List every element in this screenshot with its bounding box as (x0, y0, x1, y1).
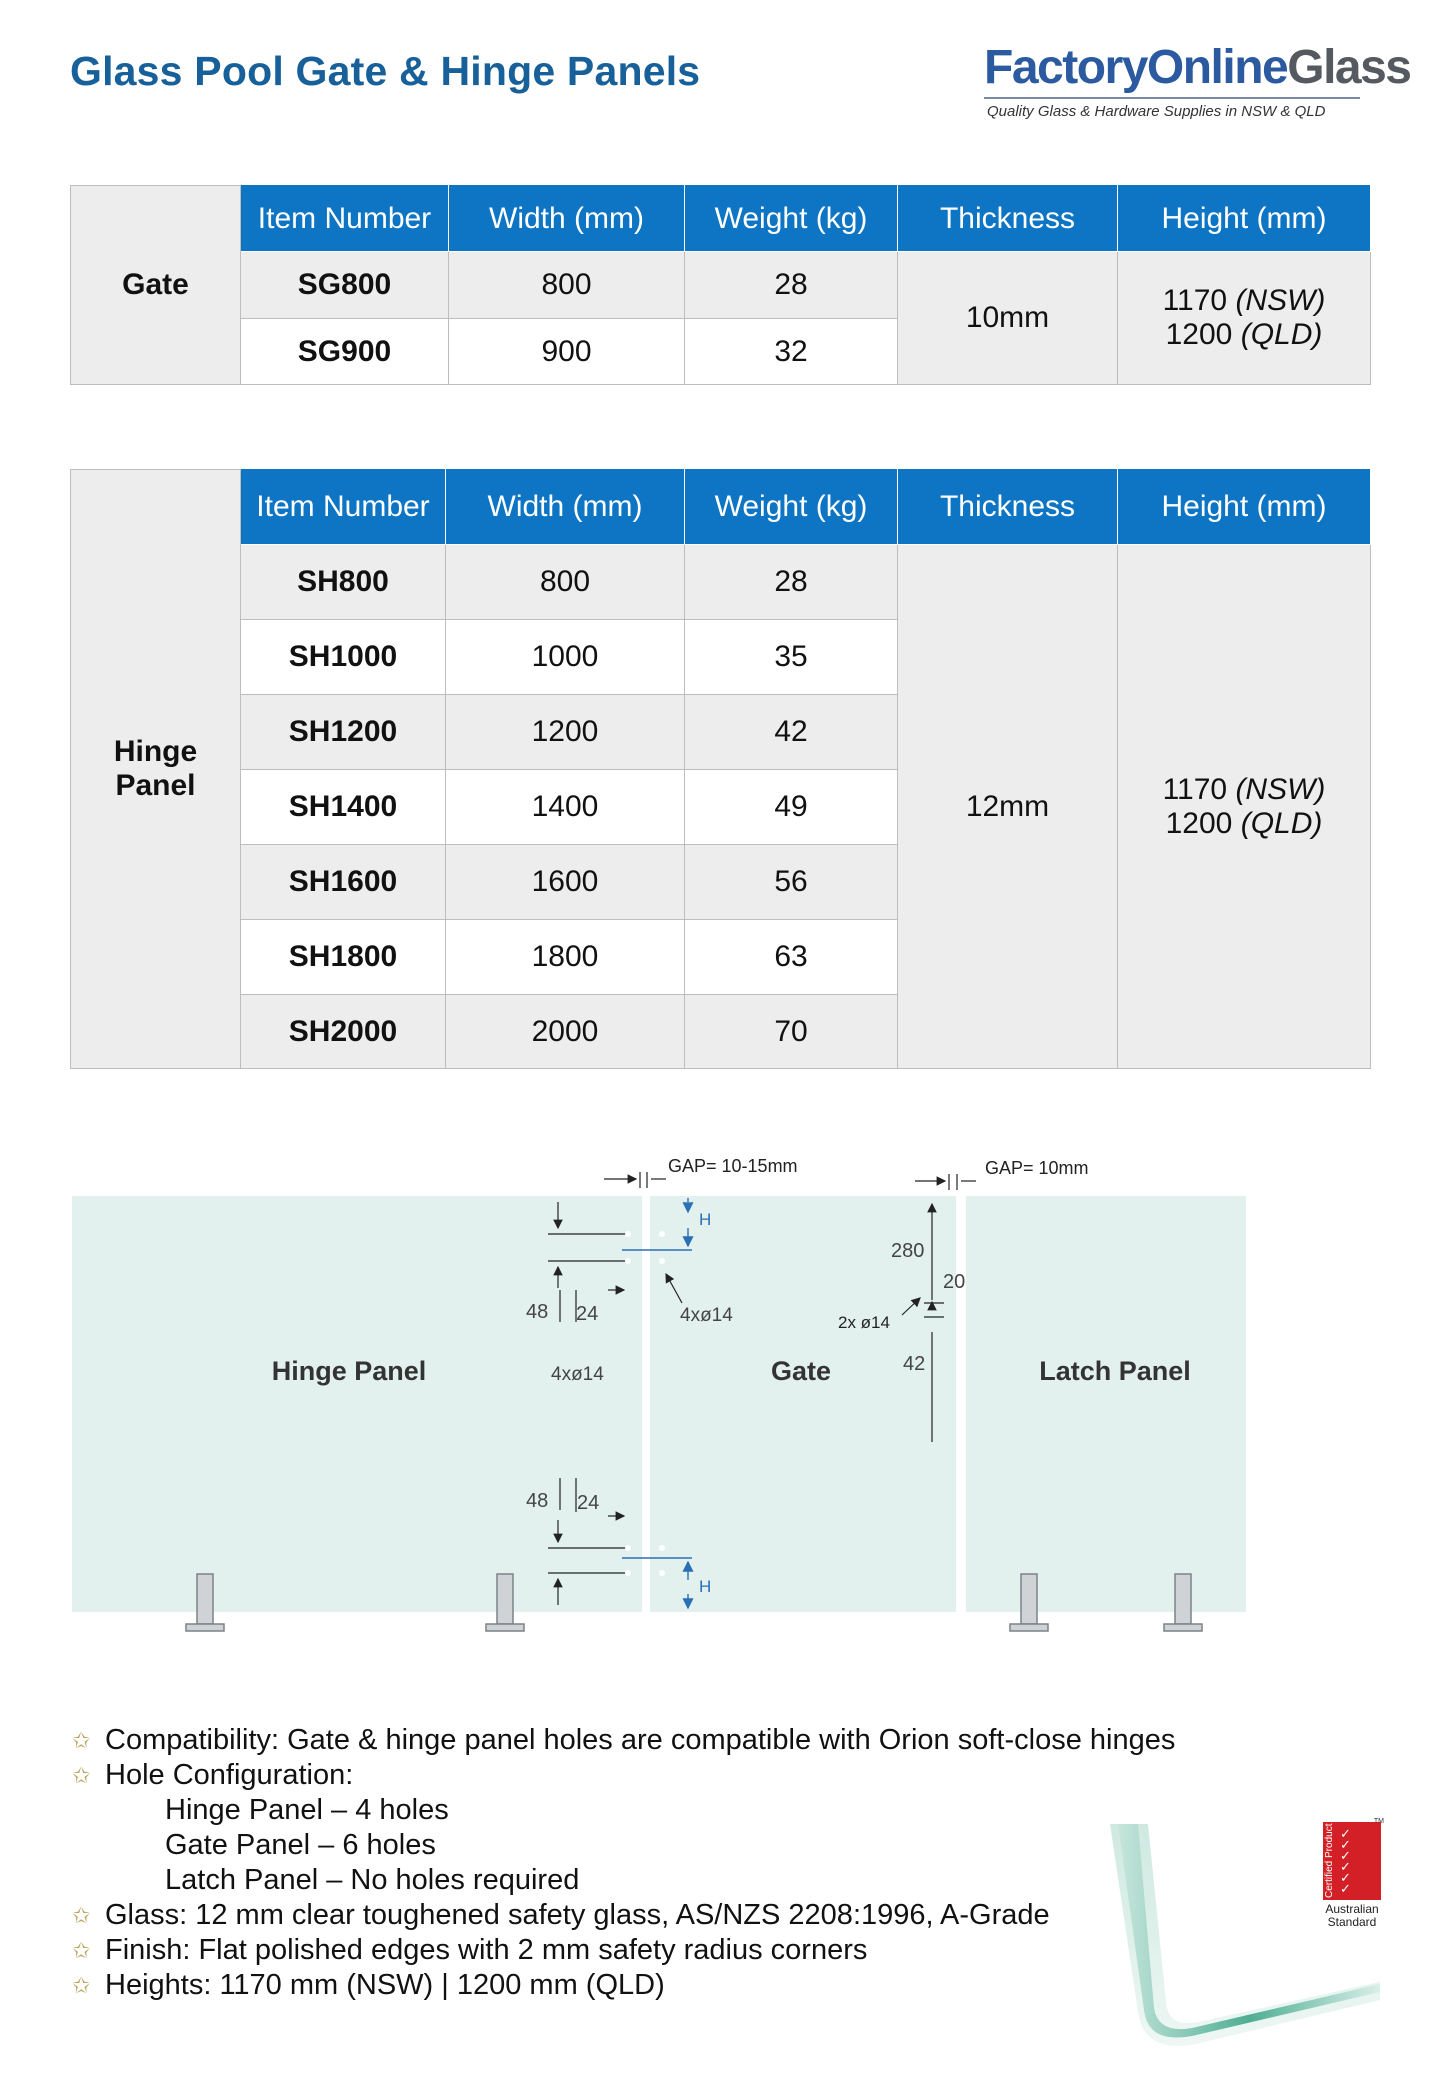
item-number-cell: SH1600 (241, 845, 446, 920)
certification-mark: Certified Product ✓ ✓ ✓ ✓ ✓ ✓ (1323, 1822, 1381, 1900)
gate-spec-table (70, 185, 1371, 385)
weight-cell: 63 (685, 920, 898, 995)
gate-category-cell: Gate (71, 186, 241, 385)
badge-caption: Australian Standard (1325, 1902, 1379, 1929)
item-number-cell: SG800 (241, 252, 449, 319)
list-item: ✩ Compatibility: Gate & hinge panel holes are compatible with Orion soft-close hinges (72, 1724, 1176, 1756)
company-logo (984, 41, 1411, 120)
list-item: Hinge Panel – 4 holes (165, 1794, 449, 1826)
feature-notes (70, 1723, 1250, 2003)
width-cell: 1800 (446, 920, 685, 995)
weight-cell: 56 (685, 845, 898, 920)
table-row (71, 545, 1371, 620)
width-cell: 1000 (446, 620, 685, 695)
logo-underline (984, 97, 1360, 99)
gap-left-label: GAP= 10-15mm (668, 1156, 798, 1176)
weight-cell: 28 (685, 252, 898, 319)
header-height: Height (mm) (1118, 470, 1371, 545)
list-item: ✩ Heights: 1170 mm (NSW) | 1200 mm (QLD) (72, 1969, 665, 2001)
star-icon: ✩ (72, 1973, 91, 1998)
item-number-cell: SH1400 (241, 770, 446, 845)
weight-cell: 32 (685, 319, 898, 385)
width-cell: 1600 (446, 845, 685, 920)
hinge-holes-label: 4xø14 (551, 1364, 604, 1385)
header-item-number: Item Number (241, 186, 449, 252)
dim-48-bottom: 48 (526, 1490, 549, 1512)
check-marks-icon: ✓ ✓ ✓ ✓ ✓ ✓ (1340, 1826, 1351, 1896)
page-title: Glass Pool Gate & Hinge Panels (70, 48, 701, 94)
header-width: Width (mm) (446, 470, 685, 545)
hinge-panel-spec-table (70, 469, 1371, 1069)
list-item: Latch Panel – No holes required (165, 1864, 580, 1896)
height-cell: 1170 (NSW) 1200 (QLD) (1118, 545, 1371, 1069)
weight-cell: 49 (685, 770, 898, 845)
logo-wordmark: FactoryOnlineGlass (984, 41, 1411, 94)
latch-panel-glass (966, 1196, 1246, 1612)
hinge-panel-glass (72, 1196, 642, 1612)
width-cell: 900 (449, 319, 685, 385)
hinge-category-cell: Hinge Panel (71, 470, 241, 1069)
list-item: ✩ Hole Configuration: (72, 1759, 354, 1791)
header-weight: Weight (kg) (685, 470, 898, 545)
star-icon: ✩ (72, 1938, 91, 1963)
star-icon: ✩ (72, 1903, 91, 1928)
list-item: ✩ Glass: 12 mm clear toughened safety glass, AS/NZS 2208:1996, A-Grade (72, 1899, 1050, 1931)
dim-24-top: 24 (576, 1303, 599, 1325)
item-number-cell: SH1000 (241, 620, 446, 695)
item-number-cell: SH2000 (241, 995, 446, 1069)
star-icon: ✩ (72, 1763, 91, 1788)
weight-cell: 42 (685, 695, 898, 770)
gap-right-label: GAP= 10mm (985, 1158, 1089, 1178)
item-number-cell: SG900 (241, 319, 449, 385)
star-icon: ✩ (72, 1728, 91, 1753)
table-row (71, 252, 1371, 319)
certified-product-badge: Certified Product ✓ ✓ ✓ ✓ ✓ ✓ TM Australian Standard (1316, 1822, 1388, 1942)
dim-48-top: 48 (526, 1301, 549, 1323)
dim-20: 20 (943, 1271, 966, 1293)
item-number-cell: SH800 (241, 545, 446, 620)
panel-layout-diagram (0, 1130, 1440, 1660)
h-marker-bottom: H (699, 1577, 712, 1596)
header-weight: Weight (kg) (685, 186, 898, 252)
weight-cell: 70 (685, 995, 898, 1069)
latch-panel-label: Latch Panel (1039, 1356, 1191, 1386)
width-cell: 1400 (446, 770, 685, 845)
dim-42: 42 (903, 1353, 926, 1375)
header-width: Width (mm) (449, 186, 685, 252)
dim-24-bottom: 24 (577, 1492, 600, 1514)
header-thickness: Thickness (898, 470, 1118, 545)
header-thickness: Thickness (898, 186, 1118, 252)
item-number-cell: SH1200 (241, 695, 446, 770)
gate-label: Gate (770, 1356, 832, 1386)
thickness-cell: 10mm (898, 252, 1118, 385)
height-cell: 1170 (NSW) 1200 (QLD) (1118, 252, 1371, 385)
logo-tagline: Quality Glass & Hardware Supplies in NSW & QLD (987, 103, 1326, 120)
h-marker-top: H (699, 1210, 712, 1229)
width-cell: 1200 (446, 695, 685, 770)
weight-cell: 28 (685, 545, 898, 620)
list-item: Gate Panel – 6 holes (165, 1829, 436, 1861)
list-item: ✩ Finish: Flat polished edges with 2 mm safety radius corners (72, 1934, 868, 1966)
dim-280: 280 (891, 1240, 925, 1262)
width-cell: 800 (446, 545, 685, 620)
hinge-panel-label: Hinge Panel (271, 1356, 427, 1386)
header-height: Height (mm) (1118, 186, 1371, 252)
width-cell: 2000 (446, 995, 685, 1069)
weight-cell: 35 (685, 620, 898, 695)
latch-holes-label: 2x ø14 (838, 1313, 890, 1332)
gate-holes-label: 4xø14 (680, 1305, 733, 1326)
header-item-number: Item Number (241, 470, 446, 545)
width-cell: 800 (449, 252, 685, 319)
item-number-cell: SH1800 (241, 920, 446, 995)
thickness-cell: 12mm (898, 545, 1118, 1069)
